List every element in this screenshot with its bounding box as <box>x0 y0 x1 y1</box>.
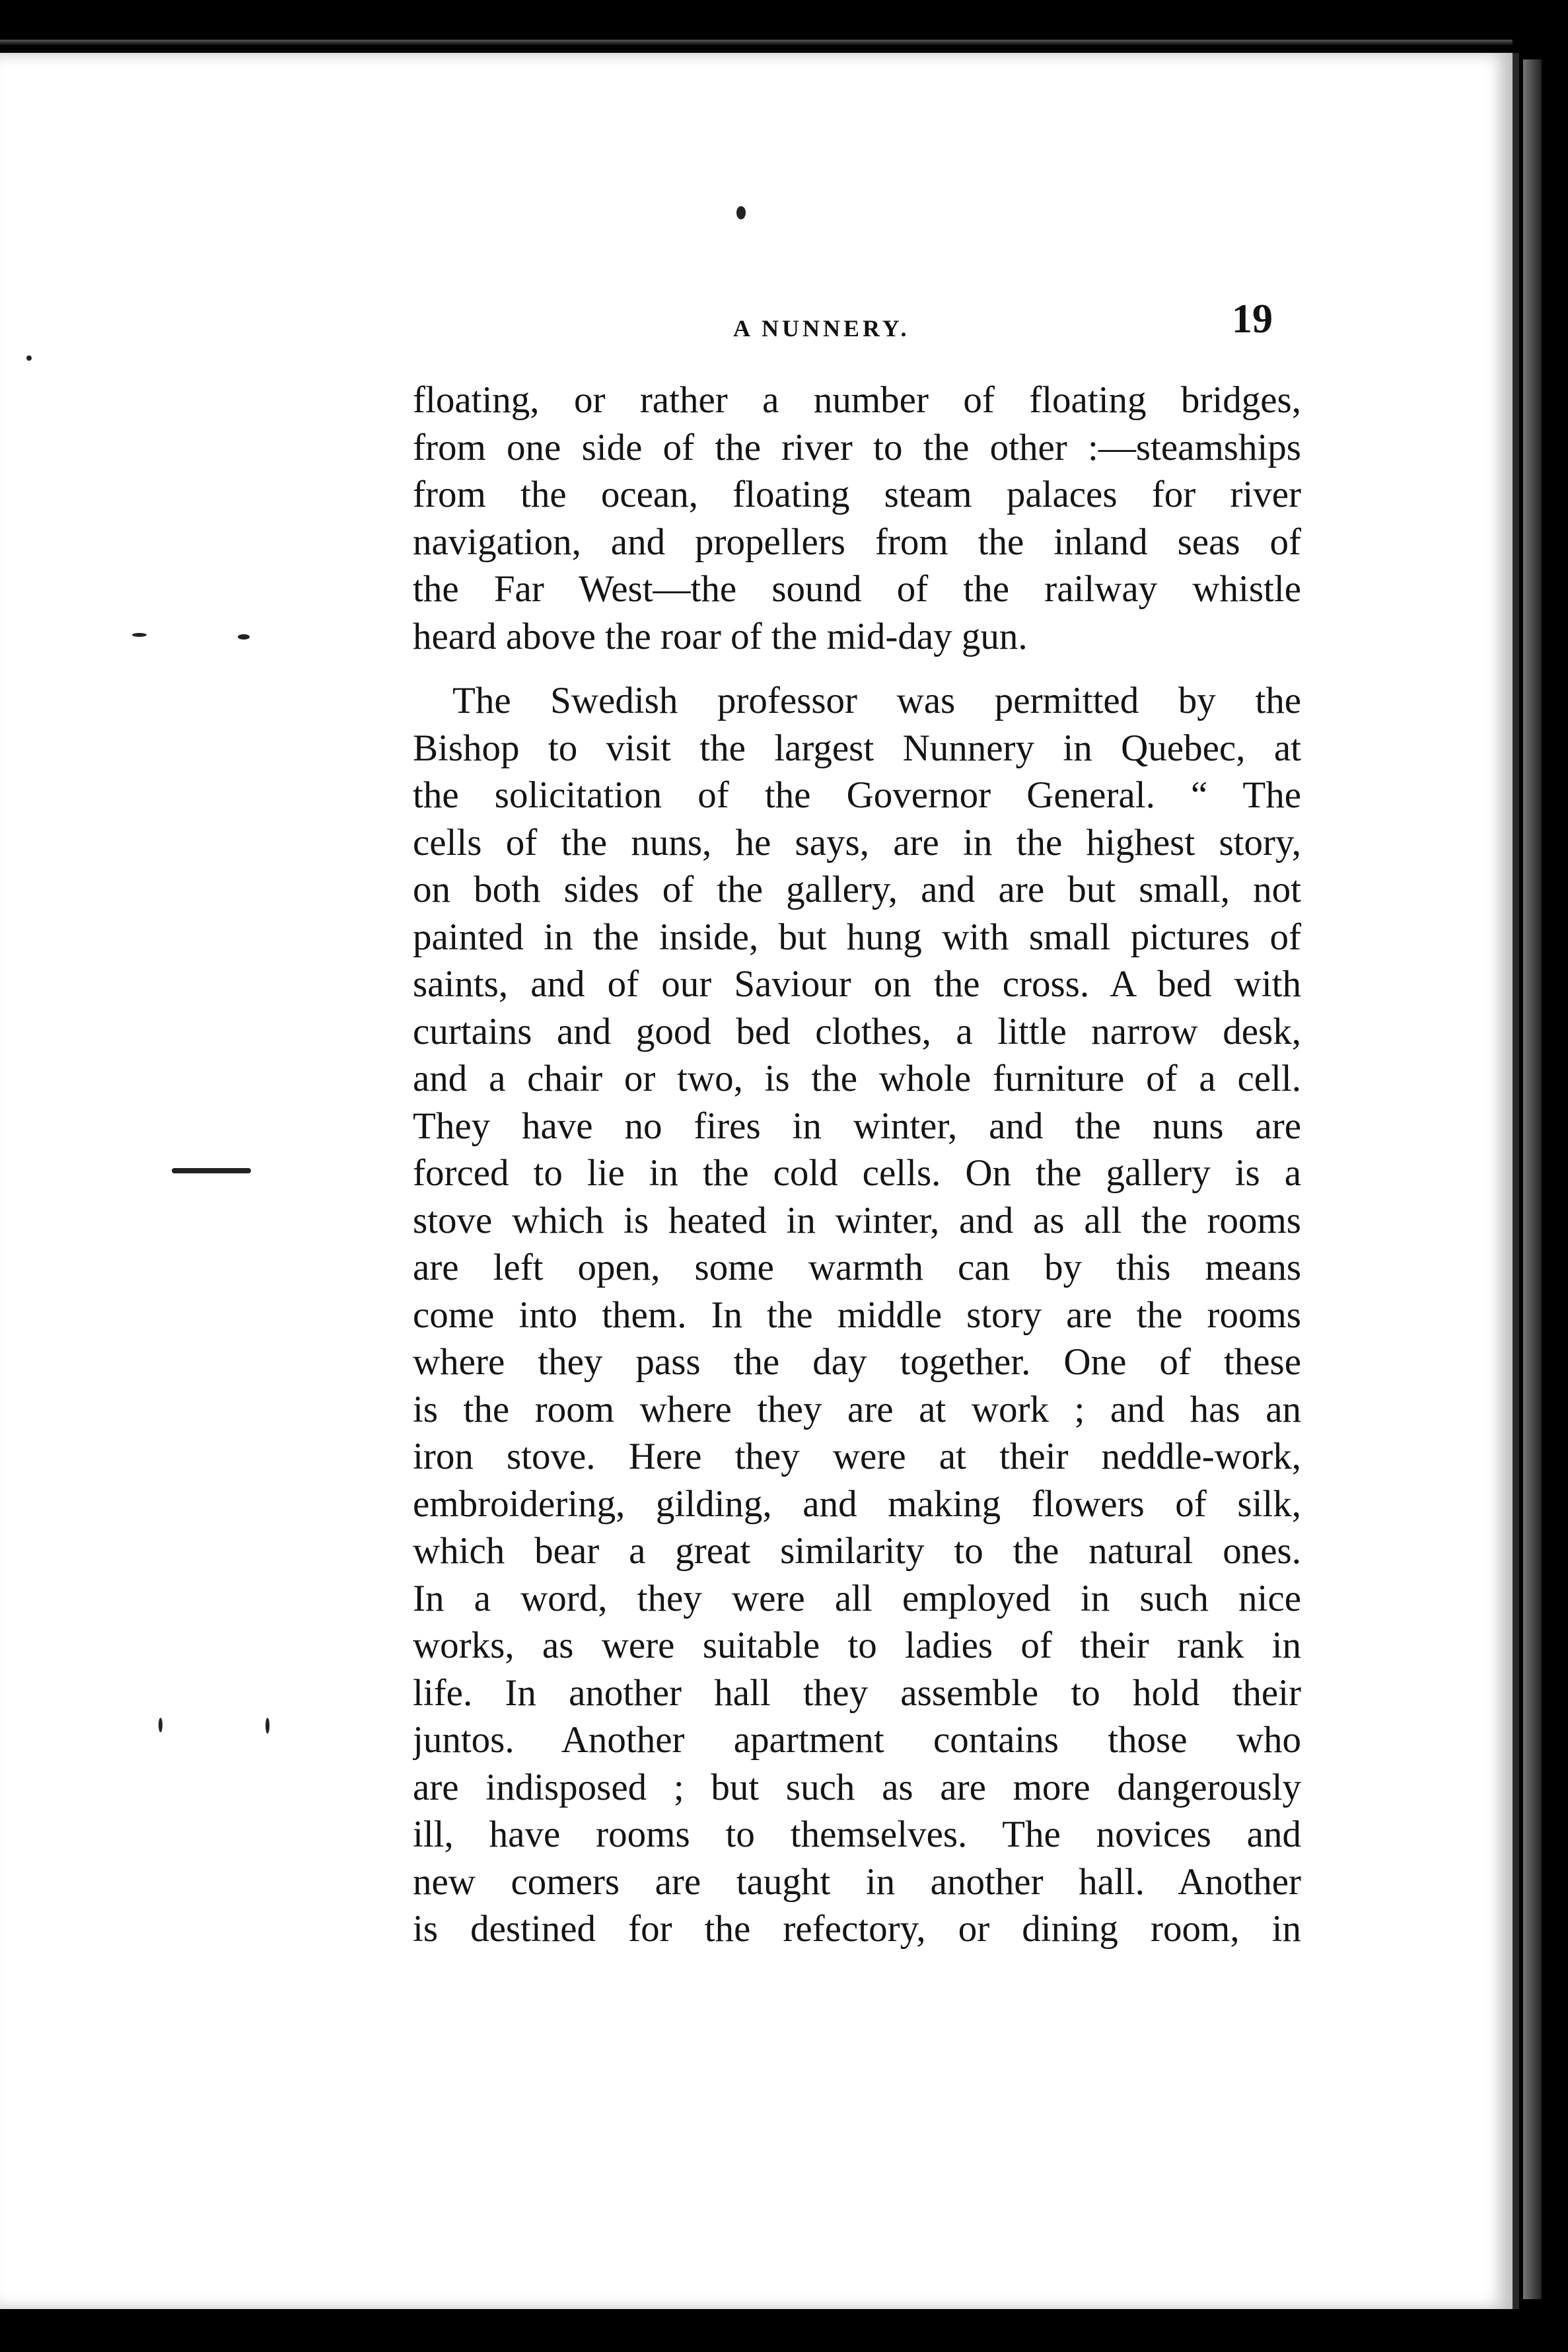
text-line: saints, and of our Saviour on the cross. A bed with <box>413 963 1301 1005</box>
text-line: new comers are taught in another hall. Another <box>413 1860 1301 1903</box>
text-line: curtains and good bed clothes, a little narrow desk, <box>413 1010 1301 1052</box>
text-line: embroidering, gilding, and making flowers of silk, <box>413 1483 1301 1525</box>
text-line: is destined for the refectory, or dining room, in <box>413 1908 1301 1950</box>
text-line: In a word, they were all employed in such nice <box>413 1577 1301 1619</box>
text-line: from the ocean, floating steam palaces for river <box>413 474 1301 515</box>
text-line: from one side of the river to the other :—steamships <box>413 426 1301 468</box>
text-line: Bishop to visit the largest Nunnery in Quebec, at <box>413 727 1301 769</box>
text-line: works, as were suitable to ladies of their rank in <box>413 1625 1301 1666</box>
text-line: are indisposed ; but such as are more dangerously <box>413 1766 1301 1808</box>
text-line: stove which is heated in winter, and as all the rooms <box>413 1199 1301 1241</box>
ink-speck <box>132 633 147 637</box>
ink-speck <box>238 634 250 640</box>
text-line: which bear a great similarity to the natural ones. <box>413 1530 1301 1572</box>
text-line: and a chair or two, is the whole furniture of a cell. <box>413 1058 1301 1099</box>
page-number: 19 <box>1232 297 1273 342</box>
text-line: life. In another hall they assemble to hold their <box>413 1672 1301 1714</box>
running-head: A NUNNERY. <box>733 315 910 342</box>
text-line: the solicitation of the Governor General. “ The <box>413 774 1301 816</box>
text-line: where they pass the day together. One of these <box>413 1341 1301 1383</box>
text-line: are left open, some warmth can by this means <box>413 1247 1301 1288</box>
text-line: ill, have rooms to themselves. The novices and <box>413 1814 1301 1855</box>
text-line: heard above the roar of the mid-day gun. <box>413 615 1028 657</box>
scan-top-border <box>0 0 1568 61</box>
book-spine-shadow <box>1523 59 1542 2299</box>
text-line: They have no fires in winter, and the nuns are <box>413 1105 1301 1147</box>
text-line: juntos. Another apartment contains those who <box>413 1719 1301 1761</box>
scan-edge-strip <box>0 40 1513 45</box>
text-line: on both sides of the gallery, and are but small, not <box>413 869 1301 910</box>
text-line: the Far West—the sound of the railway whistle <box>413 568 1301 610</box>
ink-speck <box>736 206 746 219</box>
ink-speck <box>266 1718 269 1734</box>
text-line: navigation, and propellers from the inland seas of <box>413 521 1301 563</box>
text-line: iron stove. Here they were at their neddle-work, <box>413 1436 1301 1477</box>
text-line: floating, or rather a number of floating bridges, <box>413 379 1301 421</box>
paragraph <box>413 377 1301 660</box>
text-line: come into them. In the middle story are the rooms <box>413 1294 1301 1336</box>
paragraph-gap <box>413 660 1301 677</box>
ink-speck <box>26 355 32 361</box>
text-line: painted in the inside, but hung with small pictures of <box>413 916 1301 958</box>
text-line: is the room where they are at work ; and has an <box>413 1388 1301 1430</box>
ink-speck <box>159 1718 162 1732</box>
text-line: The Swedish professor was permitted by the <box>452 680 1301 721</box>
text-line: forced to lie in the cold cells. On the gallery is a <box>413 1152 1301 1194</box>
body-text <box>413 377 1301 1953</box>
paragraph <box>413 677 1301 1953</box>
text-line: cells of the nuns, he says, are in the highest story, <box>413 821 1301 864</box>
ink-speck <box>172 1168 251 1173</box>
